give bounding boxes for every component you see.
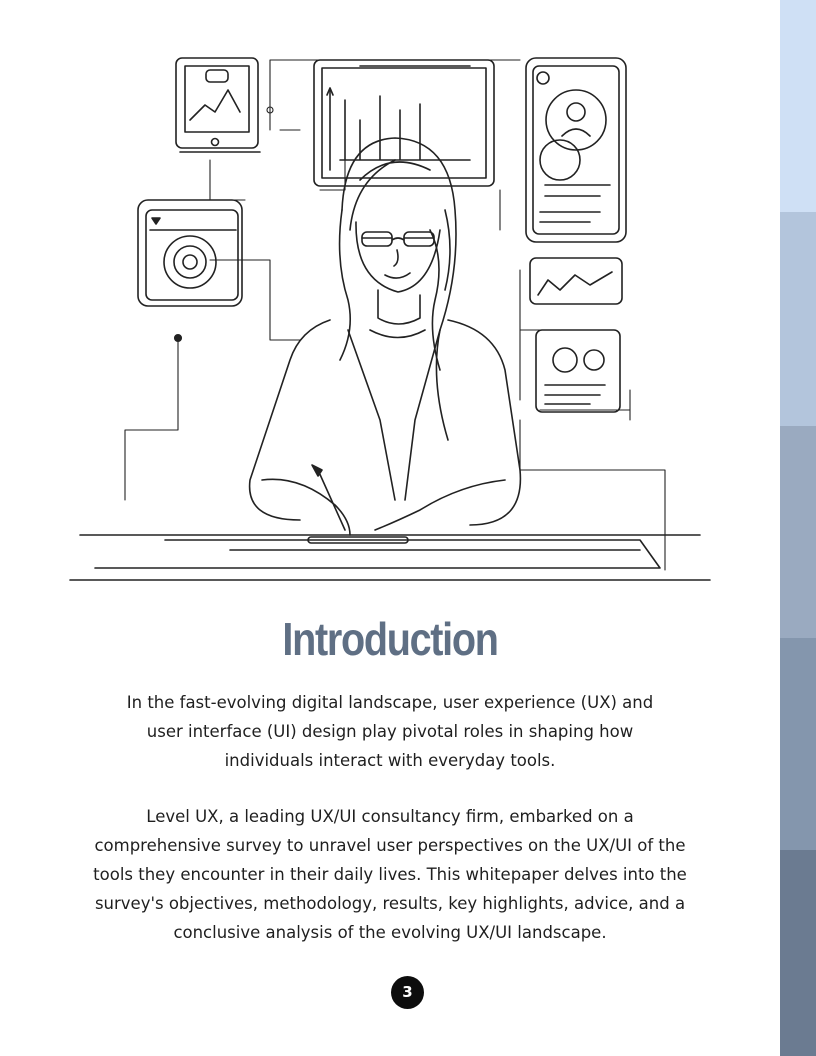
intro-paragraph-2: [60, 802, 720, 947]
woman-figure: [250, 138, 521, 535]
decorative-side-strip: [780, 0, 816, 1056]
side-strip-segment-3: [780, 426, 816, 638]
bar-chart-screen-icon: [314, 60, 494, 186]
paragraph-line: survey's objectives, methodology, results, key highlights, advice, and a: [94, 894, 686, 913]
small-widget-icons: [530, 258, 622, 412]
paragraph-line: individuals interact with everyday tools.: [224, 751, 556, 770]
side-strip-segment-1: [780, 0, 816, 212]
page-number-badge: 3: [391, 976, 424, 1009]
side-strip-segment-2: [780, 212, 816, 426]
side-strip-segment-4: [780, 638, 816, 850]
paragraph-line: comprehensive survey to unravel user perspectives on the UX/UI of the: [94, 836, 686, 855]
section-title: Introduction: [282, 613, 498, 665]
chart-monitor-icon: [176, 58, 260, 152]
desk-lines: [70, 535, 710, 580]
hero-illustration: [60, 40, 720, 590]
circuit-lines: [125, 60, 665, 570]
target-panel-icon: [138, 200, 242, 306]
paragraph-line: conclusive analysis of the evolving UX/UI landscape.: [173, 923, 607, 942]
paragraph-line: user interface (UI) design play pivotal roles in shaping how: [146, 722, 634, 741]
paragraph-line: In the fast-evolving digital landscape, user experience (UX) and: [126, 693, 654, 712]
paragraph-line: Level UX, a leading UX/UI consultancy firm, embarked on a: [146, 807, 634, 826]
side-strip-segment-5: [780, 850, 816, 1056]
intro-paragraph-1: [60, 688, 720, 775]
paragraph-line: tools they encounter in their daily lives. This whitepaper delves into the: [93, 865, 687, 884]
phone-screen-icon: [526, 58, 626, 242]
